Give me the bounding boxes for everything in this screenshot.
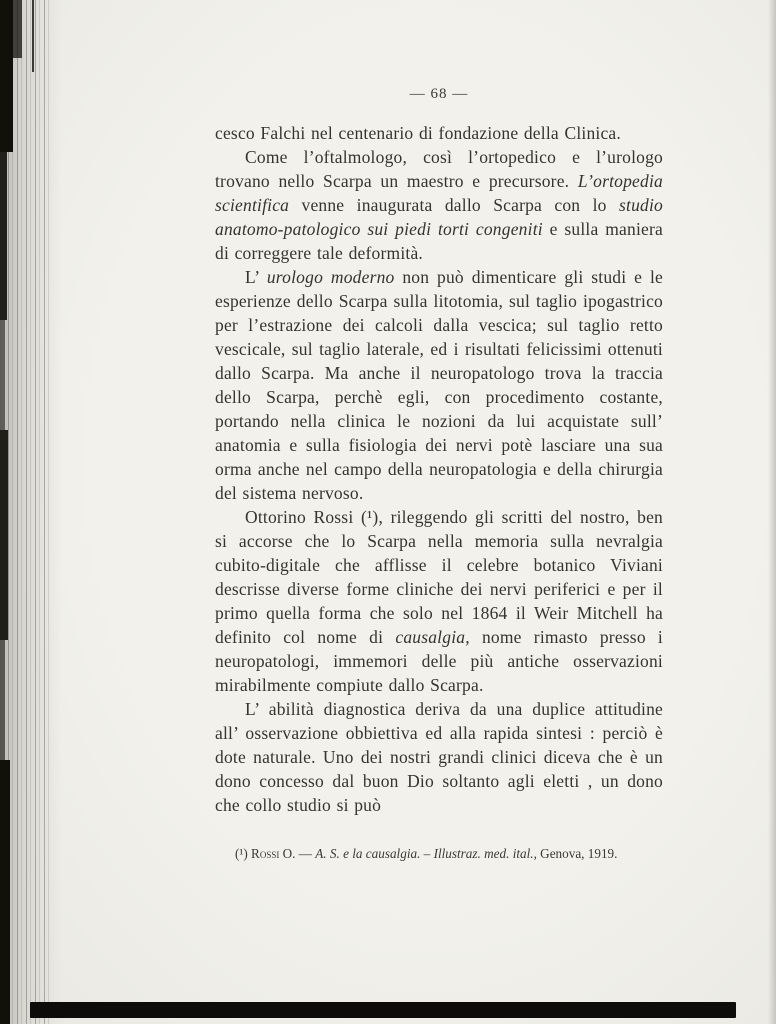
text-segment: — [295,846,316,861]
text-segment: nome rimasto presso i neuropatologi, immemori delle più antiche osservazioni mirabilmente compiute dallo Scarpa. [215,627,663,695]
text-segment: non può dimenticare gli studi e le esperienze dello Scarpa sulla litotomia, sul taglio ipogastrico per l’estrazione dei calcoli dalla vescica; sul taglio retto vescicale, sul taglio laterale, ed i risultati felicissimi ottenuti dallo Scarpa. Ma anche il neuropatologo trova la traccia dello Scarpa, perchè egli, con procedimento costante, portando nella clinica le nozioni da lui acquistate sull’ anatomia e sulla fisiologia dei nervi potè lasciare una sua orma anche nel campo della neuropatologia e della chirurgia del sistema nervoso. [215,267,663,503]
scan-ink-strip [13,0,22,58]
scan-ink-strip [0,430,8,640]
footnote-marker: (¹) [235,846,252,861]
text-segment-italic: studio anatomo-patologico sui piedi torti congeniti [215,195,663,239]
text-segment: Ottorino Rossi (¹), rileggendo gli scritti del nostro, ben si accorse che lo Scarpa nella memoria sulla nevralgia cubito-digitale che afflisse il celebre botanico Viviani descrisse diverse forme cliniche dei nervi periferici e per il primo quella forma che solo nel 1864 il Weir Mitchell ha definito col nome di [215,507,663,647]
text-segment: e sulla maniera di correggere tale deformità. [215,219,664,263]
scan-ink-strip [0,320,5,430]
footnote-title-italic: A. S. e la causalgia. [315,846,421,861]
text-segment-italic: urologo moderno [266,267,395,287]
text-segment: Come l’oftalmologo, così l’ortopedico e l’urologo trovano nello Scarpa un maestro e precursore. [215,147,663,191]
text-segment: cesco Falchi nel centenario di fondazione della Clinica. [215,123,621,143]
text-segment: venne inaugurata dallo Scarpa con lo [289,195,619,215]
footnote-journal-italic: Illustraz. med. ital., [433,846,537,861]
scan-ink-strip [32,0,34,72]
footnote [215,845,663,863]
scan-ink-strip [0,760,10,1024]
text-block [215,86,663,863]
text-segment-italic: causalgia, [395,627,470,647]
text-segment-italic: L’ortopedia scientifica [215,171,663,215]
footnote-author: Rossi O. [251,846,296,861]
paragraph-5 [215,697,663,817]
binding-crease-lines [8,0,50,1024]
paragraph-2 [215,145,663,265]
bottom-scan-bar [30,1002,736,1018]
text-segment: L’ [245,267,267,287]
text-segment: L’ abilità diagnostica deriva da una duplice attitudine all’ osservazione obbiettiva ed alla rapida sintesi : perciò è dote naturale. Uno dei nostri grandi clinici diceva che è un dono concesso dal buon Dio soltanto agli eletti , un dono che collo studio si può [215,699,663,815]
page-right-edge-shadow [768,0,776,1024]
text-segment: – [420,846,434,861]
page-number: — 68 — [409,86,469,102]
paragraph-1 [215,121,663,145]
scan-ink-strip [0,152,7,320]
paragraph-3 [215,265,663,505]
scan-ink-strip [0,640,5,760]
paragraph-4 [215,505,663,697]
scan-ink-strip [0,0,13,152]
text-segment: Genova, 1919. [536,846,618,861]
